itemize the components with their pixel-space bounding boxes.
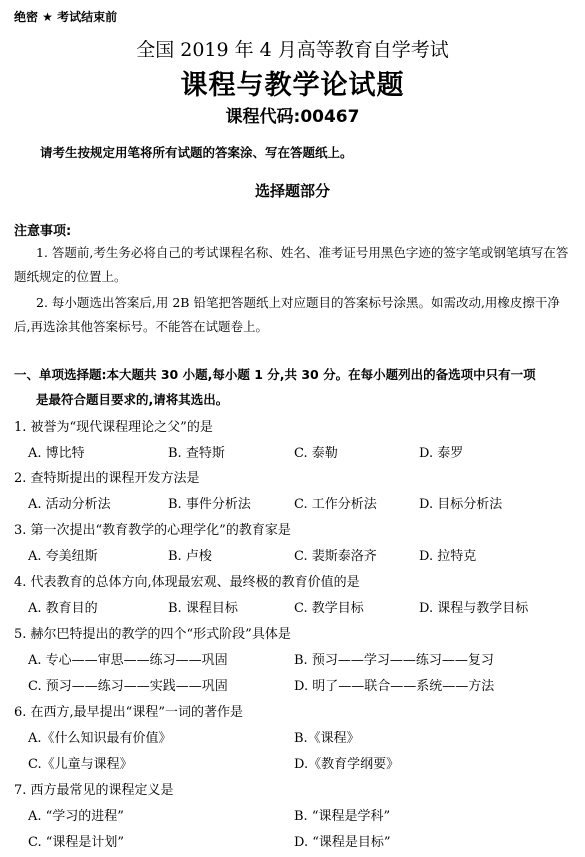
option-5c: C. 预习——练习——实践——巩固: [28, 679, 228, 694]
option-6c: C.《儿童与课程》: [28, 757, 133, 772]
option-4b: B. 课程目标: [168, 601, 238, 616]
note-item-1: 1. 答题前,考生务必将自己的考试课程名称、姓名、准考证号用黑色字迹的签字笔或钢笔填写在答题纸规定的位置上。: [14, 245, 569, 284]
option-4d: D. 课程与教学目标: [419, 601, 529, 616]
option-3a: A. 夸美纽斯: [28, 549, 98, 564]
question-7-options-row-2: [0, 831, 585, 851]
section-title: 选择题部分: [254, 182, 330, 200]
option-2d: D. 目标分析法: [419, 497, 503, 512]
option-7c: C. “课程是计划”: [28, 835, 125, 850]
notes-title: 注意事项:: [14, 224, 72, 239]
option-7d: D. “课程是目标”: [294, 835, 391, 850]
question-5-options-row-2: [0, 675, 585, 695]
option-7a: A. “学习的进程”: [28, 809, 124, 824]
option-6d: D.《教育学纲要》: [294, 757, 400, 772]
option-4c: C. 教学目标: [294, 601, 364, 616]
option-4a: A. 教育目的: [28, 601, 98, 616]
option-6a: A.《什么知识最有价值》: [28, 731, 172, 746]
part-one-line-1: 一、单项选择题:本大题共 30 小题,每小题 1 分,共 30 分。在每小题列出的备选项中只有一项: [14, 367, 536, 382]
question-6-options-row-1: [0, 727, 585, 747]
instruction-text: 请考生按规定用笔将所有试题的答案涂、写在答题纸上。: [40, 145, 353, 160]
secret-label: 绝密 ★ 考试结束前: [14, 10, 118, 24]
option-1c: C. 泰勒: [294, 446, 338, 461]
question-4-stem: 4. 代表教育的总体方向,体现最宏观、最终极的教育价值的是: [14, 575, 360, 590]
question-4-options: [0, 597, 585, 617]
option-5a: A. 专心——审思——练习——巩固: [28, 653, 228, 668]
note-item-2: 2. 每小题选出答案后,用 2B 铅笔把答题纸上对应题目的答案标号涂黑。如需改动,用橡皮擦干净后,再选涂其他答案标号。不能答在试题卷上。: [14, 295, 560, 334]
option-1b: B. 查特斯: [168, 446, 225, 461]
exam-title: 全国 2019 年 4 月高等教育自学考试: [136, 39, 449, 61]
course-code: 课程代码:00467: [225, 107, 360, 127]
option-5d: D. 明了——联合——系统——方法: [294, 679, 495, 694]
question-7-stem: 7. 西方最常见的课程定义是: [14, 783, 174, 798]
paper-title: 课程与教学论试题: [180, 70, 405, 101]
option-3d: D. 拉特克: [419, 549, 477, 564]
question-7-options-row-1: [0, 805, 585, 825]
question-3-stem: 3. 第一次提出“教育教学的心理学化”的教育家是: [14, 523, 291, 538]
question-5-options-row-1: [0, 649, 585, 669]
option-2c: C. 工作分析法: [294, 497, 377, 512]
question-2-stem: 2. 查特斯提出的课程开发方法是: [14, 471, 200, 486]
question-5-stem: 5. 赫尔巴特提出的教学的四个“形式阶段”具体是: [14, 627, 291, 642]
option-1d: D. 泰罗: [419, 446, 464, 461]
option-1a: A. 博比特: [28, 446, 85, 461]
option-2b: B. 事件分析法: [168, 497, 251, 512]
option-5b: B. 预习——学习——练习——复习: [294, 653, 494, 668]
question-6-options-row-2: [0, 753, 585, 773]
question-3-options: [0, 545, 585, 565]
part-one-heading: [14, 362, 576, 412]
question-1-stem: 1. 被誉为“现代课程理论之父”的是: [14, 420, 213, 435]
option-2a: A. 活动分析法: [28, 497, 111, 512]
option-3b: B. 卢梭: [168, 549, 212, 564]
option-3c: C. 裴斯泰洛齐: [294, 549, 377, 564]
question-1-options: [0, 442, 585, 462]
question-2-options: [0, 493, 585, 513]
part-one-line-2: 是最符合题目要求的,请将其选出。: [36, 392, 229, 407]
option-7b: B. “课程是学科”: [294, 809, 391, 824]
question-6-stem: 6. 在西方,最早提出“课程”一词的著作是: [14, 705, 243, 720]
option-6b: B.《课程》: [294, 731, 360, 746]
